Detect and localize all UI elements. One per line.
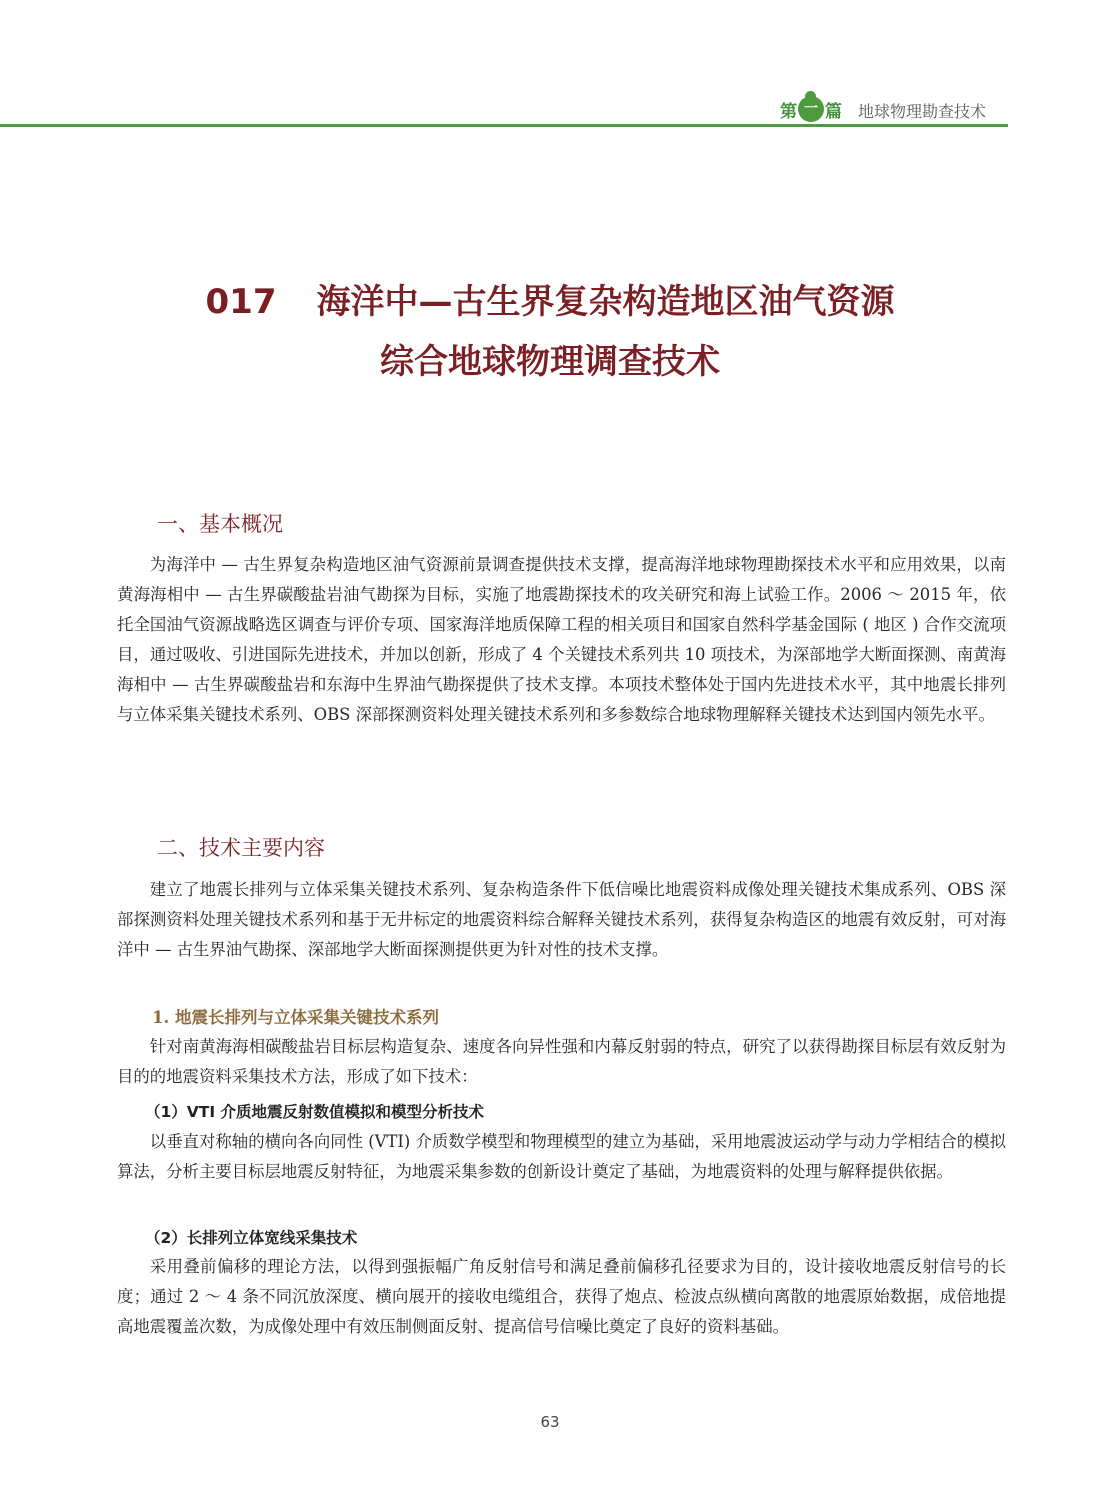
paragraph-long-spread: 采用叠前偏移的理论方法，以得到强振幅广角反射信号和满足叠前偏移孔径要求为目的，设计接收地震反射信号的长度；通过 2 ～ 4 条不同沉放深度、横向展开的接收电缆组合，获得了炮点、检波点纵横向离散的地震原始数据，成倍地提高地震覆盖次数，为成像处理中有效压制侧面反射、提高信号信噪比奠定了良好的资料基础。 [117, 1257, 1006, 1336]
header-rule [0, 124, 1008, 127]
chapter-title-line2: 综合地球物理调查技术 [380, 342, 720, 382]
subsection-heading: 1. 地震长排列与立体采集关键技术系列 [152, 1008, 439, 1027]
part-number-badge: 一 [798, 96, 824, 122]
chapter-number: 017 [205, 282, 277, 322]
chapter-title [0, 272, 1100, 392]
part-label [780, 96, 842, 122]
section-heading-content: 二、技术主要内容 [157, 836, 325, 860]
chapter-title-line1 [0, 272, 1100, 332]
paragraph-vti: 以垂直对称轴的横向各向同性 (VTI) 介质数学模型和物理模型的建立为基础，采用地震波运动学与动力学相结合的模拟算法，分析主要目标层地震反射特征，为地震采集参数的创新设计奠定了基础，为地震资料的处理与解释提供依据。 [117, 1132, 1006, 1181]
paragraph-overview: 为海洋中 — 古生界复杂构造地区油气资源前景调查提供技术支撑，提高海洋地球物理勘探技术水平和应用效果，以南黄海海相中 — 古生界碳酸盐岩油气勘探为目标，实施了地震勘探技术的攻关研究和海上试验工作。2006 ～ 2015 年，依托全国油气资源战略选区调查与评价专项、国家海洋地质保障工程的相关项目和国家自然科学基金国际 ( 地区 ) 合作交流项目，通过吸收、引进国际先进技术，并加以创新，形成了 4 个关键技术系列共 10 项技术，为深部地学大断面探测、南黄海海相中 — 古生界碳酸盐岩和东海中生界油气勘探提供了技术支撑。本项技术整体处于国内先进技术水平，其中地震长排列与立体采集关键技术系列、OBS 深部探测资料处理关键技术系列和多参数综合地球物理解释关键技术达到国内领先水平。 [117, 555, 1006, 724]
section-heading-overview: 一、基本概况 [157, 512, 283, 536]
part-title: 地球物理勘查技术 [858, 102, 987, 121]
paragraph-content: 建立了地震长排列与立体采集关键技术系列、复杂构造条件下低信噪比地震资料成像处理关键技术集成系列、OBS 深部探测资料处理关键技术系列和基于无井标定的地震资料综合解释关键技术系列，获得复杂构造区的地震有效反射，可对海洋中 — 古生界油气勘探、深部地学大断面探测提供更为针对性的技术支撑。 [117, 880, 1006, 959]
paragraph-subsection: 针对南黄海海相碳酸盐岩目标层构造复杂、速度各向异性强和内幕反射弱的特点，研究了以获得勘探目标层有效反射为目的的地震资料采集技术方法，形成了如下技术： [117, 1037, 1006, 1086]
page-header [0, 0, 1100, 130]
item-heading-long-spread: （2）长排列立体宽线采集技术 [145, 1229, 358, 1247]
part-prefix: 第 [780, 101, 797, 122]
part-suffix: 篇 [825, 101, 842, 122]
page-number: 63 [540, 1413, 560, 1431]
chapter-title-text1: 海洋中—古生界复杂构造地区油气资源 [316, 282, 895, 322]
item-heading-vti: （1）VTI 介质地震反射数值模拟和模型分析技术 [145, 1103, 485, 1121]
